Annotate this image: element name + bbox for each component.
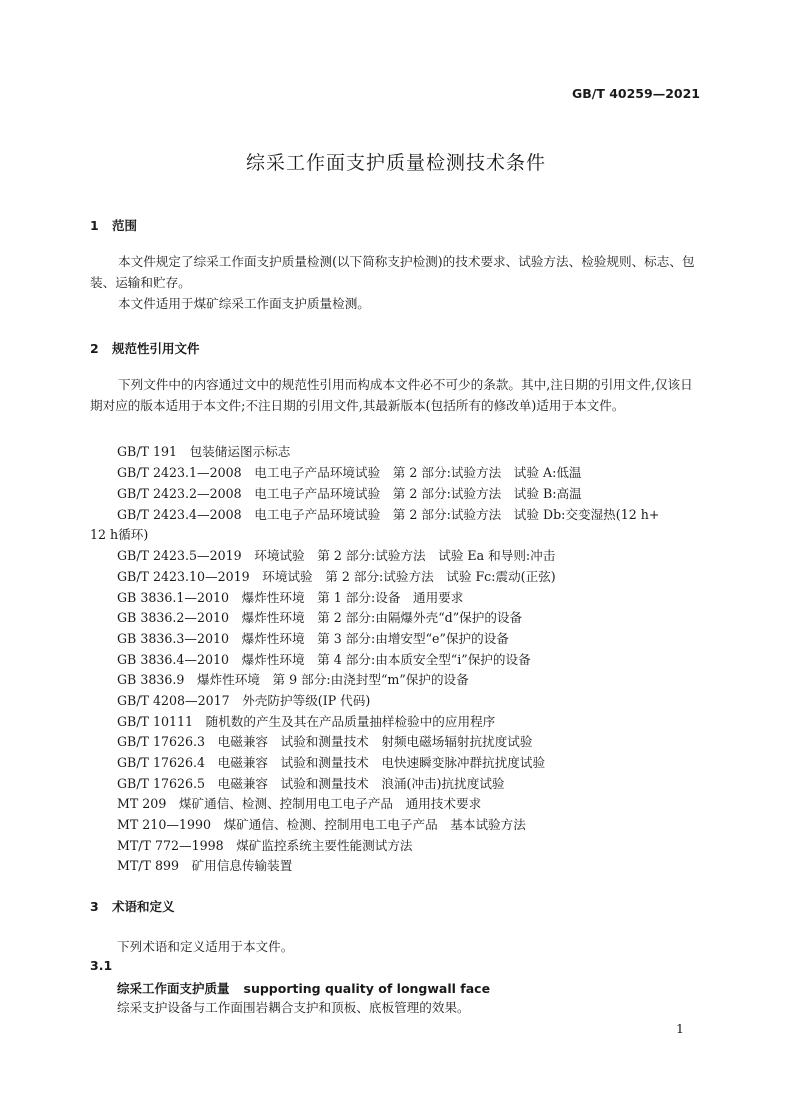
reference-item: GB/T 17626.3 电磁兼容 试验和测量技术 射频电磁场辐射抗扰度试验 [117,734,533,749]
terms-intro: 下列术语和定义适用于本文件。 [117,939,294,954]
document-title: 综采工作面支护质量检测技术条件 [245,152,546,174]
reference-item: GB/T 17626.5 电磁兼容 试验和测量技术 浪涌(冲击)抗扰度试验 [117,776,505,791]
reference-item: GB/T 2423.2—2008 电工电子产品环境试验 第 2 部分:试验方法 试验 B:高温 [117,486,582,501]
section-2-title: 规范性引用文件 [112,341,200,356]
reference-item: MT 209 煤矿通信、检测、控制用电工电子产品 通用技术要求 [117,796,482,811]
reference-item: GB/T 2423.10—2019 环境试验 第 2 部分:试验方法 试验 Fc:震动(正弦) [117,569,556,584]
references-intro-text: 下列文件中的内容通过文中的规范性引用而构成本文件必不可少的条款。其中,注日期的引用文件,仅该日期对应的版本适用于本文件;不注日期的引用文件,其最新版本(包括所有的修改单)适用于本文件。 [90,377,693,413]
term-english: supporting quality of longwall face [243,981,491,996]
term-number: 3.1 [90,958,113,973]
term-heading [117,979,490,997]
section-3-heading [90,897,175,915]
page-number: 1 [676,1021,684,1036]
reference-item: GB/T 2423.5—2019 环境试验 第 2 部分:试验方法 试验 Ea 和导则:冲击 [117,548,556,563]
scope-paragraph: 本文件规定了综采工作面支护质量检测(以下简称支护检测)的技术要求、试验方法、检验规则、标志、包装、运输和贮存。 [90,254,695,290]
section-2-number: 2 [90,341,99,356]
reference-item: GB/T 10111 随机数的产生及其在产品质量抽样检验中的应用程序 [117,714,496,729]
reference-item: GB/T 4208—2017 外壳防护等级(IP 代码) [117,693,371,708]
reference-item: GB/T 2423.1—2008 电工电子产品环境试验 第 2 部分:试验方法 试验 A:低温 [117,465,582,480]
reference-item: GB/T 17626.4 电磁兼容 试验和测量技术 电快速瞬变脉冲群抗扰度试验 [117,755,546,770]
section-1-heading [90,216,137,234]
reference-item: GB 3836.1—2010 爆炸性环境 第 1 部分:设备 通用要求 [117,590,464,605]
reference-item-continuation: 12 h循环) [90,527,149,542]
reference-item: GB 3836.4—2010 爆炸性环境 第 4 部分:由本质安全型“i”保护的设备 [117,652,531,667]
reference-item: GB 3836.3—2010 爆炸性环境 第 3 部分:由增安型“e”保护的设备 [117,631,509,646]
reference-item: MT/T 772—1998 煤矿监控系统主要性能测试方法 [117,838,413,853]
section-1-title: 范围 [112,218,138,233]
section-2-heading [90,339,200,357]
reference-item: GB 3836.9 爆炸性环境 第 9 部分:由浇封型“m”保护的设备 [117,672,469,687]
standard-number: GB/T 40259—2021 [571,86,700,101]
reference-item: GB/T 191 包装储运图示标志 [117,444,291,459]
references-intro [90,375,702,417]
reference-item: GB/T 2423.4—2008 电工电子产品环境试验 第 2 部分:试验方法 试验 Db:交变湿热(12 h+ [117,507,660,522]
applicability-paragraph: 本文件适用于煤矿综采工作面支护质量检测。 [118,295,370,311]
section-3-number: 3 [90,899,99,914]
section-1-number: 1 [90,218,99,233]
term-definition: 综采支护设备与工作面围岩耦合支护和顶板、底板管理的效果。 [117,1000,470,1015]
reference-item: MT 210—1990 煤矿通信、检测、控制用电工电子产品 基本试验方法 [117,817,526,832]
reference-item: GB 3836.2—2010 爆炸性环境 第 2 部分:由隔爆外壳“d”保护的设备 [117,610,523,625]
section-3-title: 术语和定义 [112,899,175,914]
section-1-body [90,252,702,314]
reference-item: MT/T 899 矿用信息传输装置 [117,858,293,873]
term-chinese: 综采工作面支护质量 [117,981,230,996]
